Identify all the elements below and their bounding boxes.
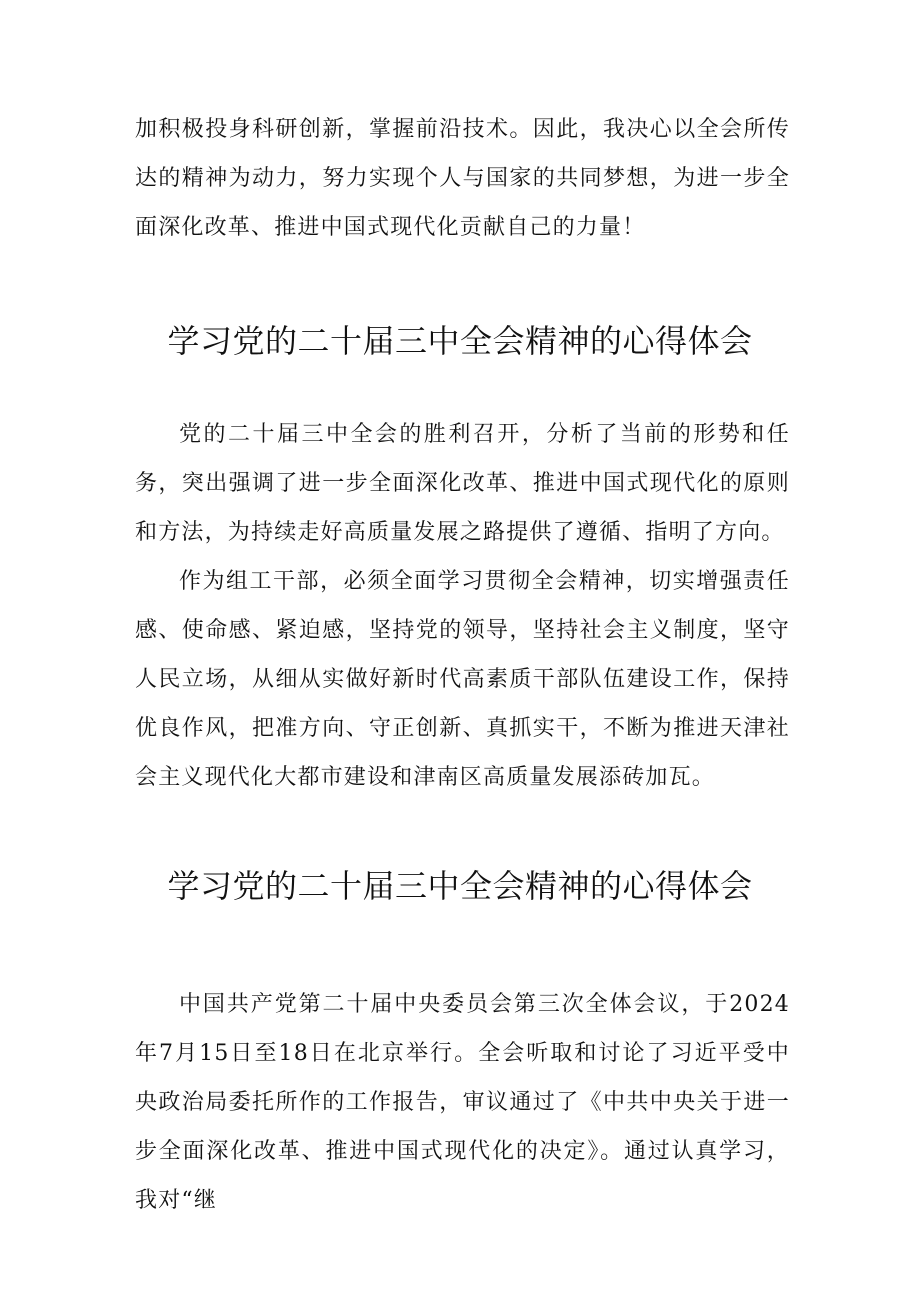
section-heading-2: 学习党的二十届三中全会精神的心得体会 xyxy=(167,867,753,905)
section-heading-1: 学习党的二十届三中全会精神的心得体会 xyxy=(167,322,753,360)
section-1-paragraph-2: 作为组工干部，必须全面学习贯彻全会精神，切实增强责任感、使命感、紧迫感，坚持党的领导，坚持社会主义制度，坚守人民立场，从细从实做好新时代高素质干部队伍建设工作，保持优良作风，把准方向、守正创新、真抓实干，不断为推进天津社会主义现代化大都市建设和津南区高质量发展添砖加瓦。 xyxy=(135,569,790,790)
section-2-paragraph-1: 中国共产党第二十届中央委员会第三次全体会议，于2024年7月15日至18日在北京举行。全会听取和讨论了习近平受中央政治局委托所作的工作报告，审议通过了《中共中央关于进一步全面深化改革、推进中国式现代化的决定》。通过认真学习，我对“继 xyxy=(135,992,790,1213)
continuation-paragraph: 加积极投身科研创新，掌握前沿技术。因此，我决心以全会所传达的精神为动力，努力实现个人与国家的共同梦想，为进一步全面深化改革、推进中国式现代化贡献自己的力量！ xyxy=(135,117,790,240)
section-1-paragraph-1: 党的二十届三中全会的胜利召开，分析了当前的形势和任务，突出强调了进一步全面深化改革、推进中国式现代化的原则和方法，为持续走好高质量发展之路提供了遵循、指明了方向。 xyxy=(135,422,790,545)
